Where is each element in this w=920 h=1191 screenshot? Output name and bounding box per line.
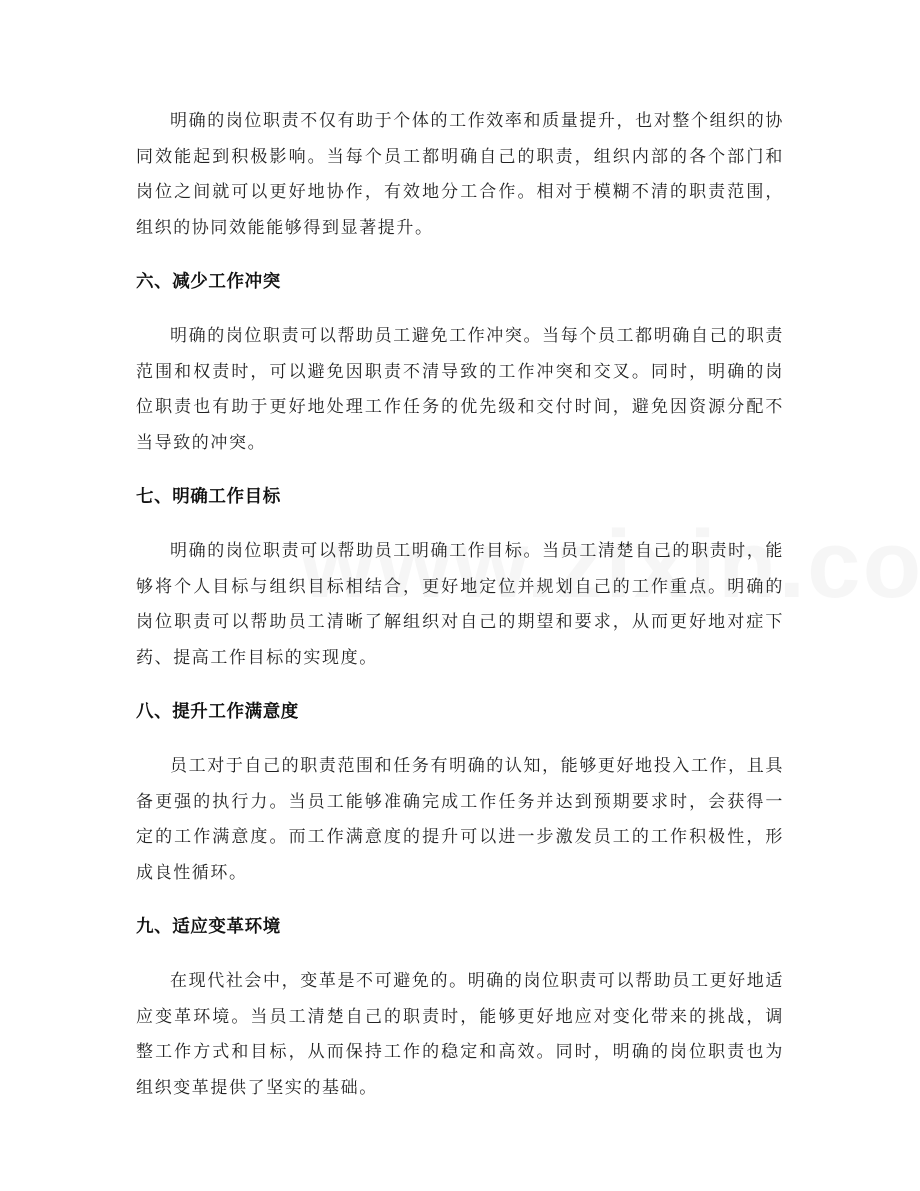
paragraph-seven: 明确的岗位职责可以帮助员工明确工作目标。当员工清楚自己的职责时，能够将个人目标与组织目标相结合，更好地定位并规划自己的工作重点。明确的岗位职责可以帮助员工清晰了解组织对自己的期望和要求，从而更好地对症下药、提高工作目标的实现度。 (136, 541, 784, 668)
section-heading-eight: 八、提升工作满意度 (136, 702, 299, 722)
document-body (136, 104, 784, 1106)
section-heading-nine: 九、适应变革环境 (136, 917, 281, 937)
paragraph-intro: 明确的岗位职责不仅有助于个体的工作效率和质量提升，也对整个组织的协同效能起到积极影响。当每个员工都明确自己的职责，组织内部的各个部门和岗位之间就可以更好地协作，有效地分工合作。相对于模糊不清的职责范围，组织的协同效能能够得到显著提升。 (136, 111, 784, 238)
section-heading-seven: 七、明确工作目标 (136, 487, 281, 507)
paragraph-eight: 员工对于自己的职责范围和任务有明确的认知，能够更好地投入工作，且具备更强的执行力。当员工能够准确完成工作任务并达到预期要求时，会获得一定的工作满意度。而工作满意度的提升可以进一步激发员工的工作积极性，形成良性循环。 (136, 756, 784, 883)
paragraph-six: 明确的岗位职责可以帮助员工避免工作冲突。当每个员工都明确自己的职责范围和权责时，可以避免因职责不清导致的工作冲突和交叉。同时，明确的岗位职责也有助于更好地处理工作任务的优先级和交付时间，避免因资源分配不当导致的冲突。 (136, 326, 784, 453)
section-heading-six: 六、减少工作冲突 (136, 272, 281, 292)
paragraph-nine: 在现代社会中，变革是不可避免的。明确的岗位职责可以帮助员工更好地适应变革环境。当员工清楚自己的职责时，能够更好地应对变化带来的挑战，调整工作方式和目标，从而保持工作的稳定和高效。同时，明确的岗位职责也为组织变革提供了坚实的基础。 (136, 971, 784, 1098)
